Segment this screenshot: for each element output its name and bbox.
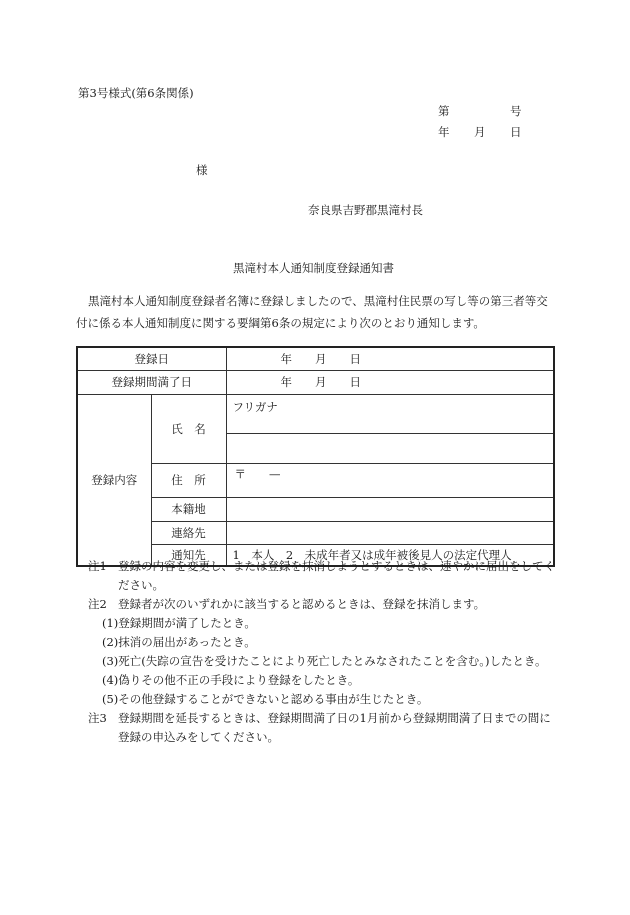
registration-date-value: 年 月 日	[226, 347, 554, 370]
notify-to-value: 1 本人 2 未成年者又は成年被後見人の法定代理人	[226, 544, 554, 566]
notes	[88, 557, 558, 747]
note-2-item: (4)偽りその他不正の手段により登録をしたとき。	[102, 673, 360, 687]
registration-date-row	[77, 347, 554, 370]
name-label: 氏 名	[151, 394, 226, 463]
contact-field	[226, 521, 554, 544]
sender: 奈良県吉野郡黒滝村長	[308, 203, 423, 217]
note-3	[88, 709, 558, 747]
domicile-field	[226, 497, 554, 521]
note-2-item: (3)死亡(失踪の宣告を受けたことにより死亡したとみなされたことを含む。)したとき。	[102, 654, 547, 668]
notify-to-label: 通知先	[151, 544, 226, 566]
note-2-text: 登録者が次のいずれかに該当すると認めるときは、登録を抹消します。	[118, 597, 486, 611]
note-1-tag: 注1	[88, 559, 107, 573]
expiry-date-row	[77, 370, 554, 394]
document-title: 黒滝村本人通知制度登録通知書	[233, 261, 394, 275]
note-2-item: (1)登録期間が満了したとき。	[102, 616, 256, 630]
form-number: 第3号様式(第6条関係)	[78, 86, 194, 100]
address-field: 〒 —	[226, 463, 554, 497]
address-label: 住 所	[151, 463, 226, 497]
expiry-date-label: 登録期間満了日	[77, 370, 226, 394]
domicile-label: 本籍地	[151, 497, 226, 521]
note-1-text: 登録の内容を変更し、または登録を抹消しようとするときは、速やかに届出をしてください。	[118, 559, 555, 592]
expiry-date-value: 年 月 日	[226, 370, 554, 394]
note-3-tag: 注3	[88, 711, 107, 725]
details-label: 登録内容	[77, 394, 151, 566]
date-month-label: 月	[474, 125, 486, 139]
note-1	[88, 557, 558, 595]
document-number-suffix: 号	[510, 104, 522, 118]
note-2-tag: 注2	[88, 597, 107, 611]
date-day-label: 日	[510, 125, 522, 139]
note-2-item: (5)その他登録することができないと認める事由が生じたとき。	[102, 692, 429, 706]
contact-label: 連絡先	[151, 521, 226, 544]
document-number-label: 第	[438, 104, 450, 118]
name-row	[77, 394, 554, 433]
body-paragraph: 黒滝村本人通知制度登録者名簿に登録しましたので、黒滝村住民票の写し等の第三者等交付に係る本人通知制度に関する要綱第6条の規定により次のとおり通知します。	[76, 294, 548, 330]
furigana-field: フリガナ	[226, 394, 554, 433]
registration-table	[76, 346, 555, 567]
note-2-item: (2)抹消の届出があったとき。	[102, 635, 256, 649]
note-3-text: 登録期間を延長するときは、登録期間満了日の1月前から登録期間満了日までの間に登録の申込みをしてください。	[118, 711, 551, 744]
addressee-suffix: 様	[196, 163, 208, 177]
registration-date-label: 登録日	[77, 347, 226, 370]
date-year-label: 年	[438, 125, 450, 139]
name-field	[226, 433, 554, 463]
note-2	[88, 595, 558, 614]
